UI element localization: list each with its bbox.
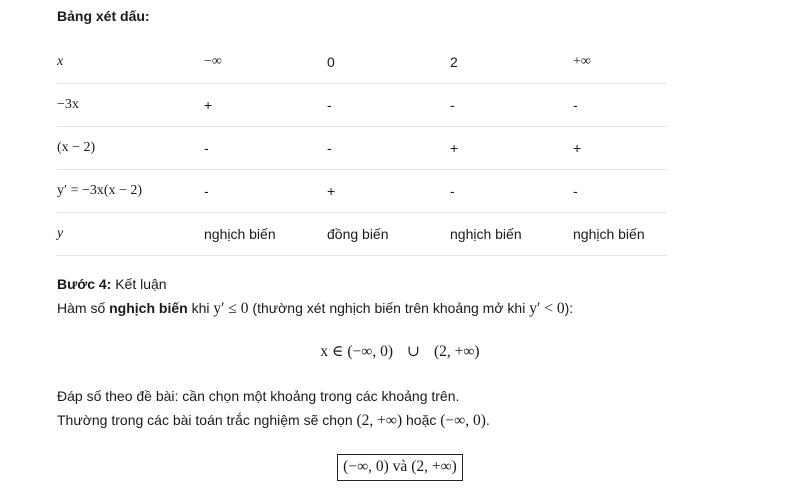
table-cell: nghịch biến [204,213,327,256]
table-cell: 0 [327,41,450,84]
row-label: y [57,213,204,256]
table-cell: - [573,170,667,213]
table-cell: +∞ [573,41,667,84]
table-cell: + [573,127,667,170]
table-cell: đồng biến [327,213,450,256]
step-4-title: Bước 4: Kết luận [57,276,167,292]
table-cell: + [327,170,450,213]
table-cell: - [450,170,573,213]
table-row [57,170,667,213]
sign-table-heading: Bảng xét dấu: [57,8,150,24]
row-label: (x − 2) [57,127,204,170]
table-cell: + [204,84,327,127]
boxed-answer-wrapper [0,454,800,481]
solution-set: x ∈ (−∞, 0) ∪ (2, +∞) [320,343,480,360]
row-label: −3x [57,84,204,127]
table-cell: - [573,84,667,127]
table-row [57,84,667,127]
table-cell: - [204,170,327,213]
table-cell: nghịch biến [573,213,667,256]
table-cell: - [327,84,450,127]
boxed-answer: (−∞, 0) và (2, +∞) [337,454,463,481]
row-label: x [57,41,204,84]
table-cell: - [450,84,573,127]
answer-note: Đáp số theo đề bài: cần chọn một khoảng trong các khoảng trên. [57,388,460,404]
table-cell: 2 [450,41,573,84]
answer-choice-text: Thường trong các bài toán trắc nghiệm sẽ chọn (2, +∞) hoặc (−∞, 0). [57,412,490,429]
table-row [57,127,667,170]
sign-table [57,41,667,256]
table-row [57,41,667,84]
row-label: y′ = −3x(x − 2) [57,170,204,213]
table-cell: - [327,127,450,170]
table-cell: + [450,127,573,170]
table-cell: −∞ [204,41,327,84]
table-row [57,213,667,256]
conclusion-text: Hàm số nghịch biến khi y′ ≤ 0 (thường xét nghịch biến trên khoảng mở khi y′ < 0): [57,300,574,317]
table-cell: nghịch biến [450,213,573,256]
table-cell: - [204,127,327,170]
